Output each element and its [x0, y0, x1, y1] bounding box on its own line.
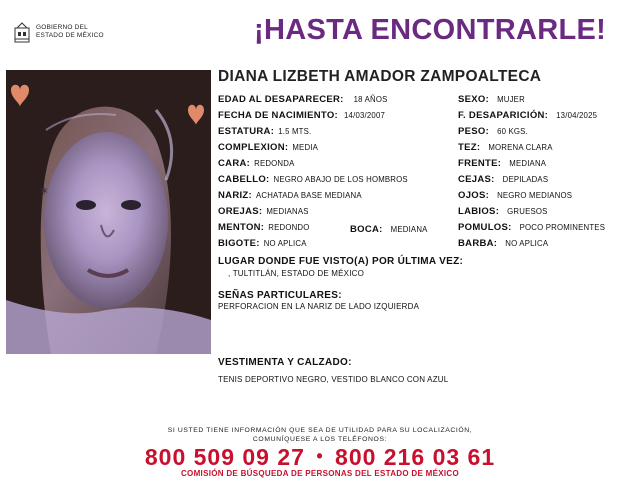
field-bigote: [218, 238, 307, 250]
field-value: DEPILADAS: [502, 175, 549, 184]
field-value: REDONDO: [268, 223, 310, 232]
government-name: [36, 24, 104, 40]
field-cara: [218, 158, 295, 170]
clothing-value: TENIS DEPORTIVO NEGRO, VESTIDO BLANCO CON AZUL: [218, 375, 449, 384]
field-label: MENTON:: [218, 222, 265, 233]
field-value: 1.5 MTS.: [278, 127, 312, 136]
field-boca: [350, 224, 428, 236]
info-line-2: COMUNÍQUESE A LOS TELÉFONOS:: [252, 436, 388, 443]
field-value: MUJER: [497, 95, 525, 104]
field-estatura: [218, 126, 311, 138]
last-seen-title: LUGAR DONDE FUE VISTO(A) POR ÚLTIMA VEZ:: [218, 256, 464, 267]
person-photo: [6, 70, 211, 354]
commission-name: COMISIÓN DE BÚSQUEDA DE PERSONAS DEL ESTADO DE MÉXICO: [180, 469, 459, 478]
government-logo: [12, 22, 122, 48]
field-value: GRUESOS: [507, 207, 548, 216]
info-line-1: SI USTED TIENE INFORMACIÓN QUE SEA DE UTILIDAD PARA SU LOCALIZACIÓN,: [167, 427, 473, 434]
field-value: NEGRO MEDIANOS: [497, 191, 573, 200]
svg-text:✶: ✶: [39, 184, 50, 198]
field-label: OJOS:: [458, 190, 490, 201]
field-label: PESO:: [458, 126, 490, 137]
field-label: BARBA:: [458, 238, 498, 249]
field-label: F. DESAPARICIÓN:: [458, 110, 549, 121]
field-value: POCO PROMINENTES: [519, 223, 606, 232]
field-label: ESTATURA:: [218, 126, 275, 137]
field-cejas: [458, 174, 548, 186]
last-seen-value: , TULTITLÁN, ESTADO DE MÉXICO: [228, 269, 365, 278]
field-value: ACHATADA BASE MEDIANA: [256, 191, 362, 200]
field-label: SEXO:: [458, 94, 490, 105]
banner-title: ¡HASTA ENCONTRARLE!: [254, 14, 607, 46]
field-barba: [458, 238, 548, 250]
gov-line-2: ESTADO DE MÉXICO: [36, 32, 104, 39]
phone-2[interactable]: 800 216 03 61: [335, 444, 496, 470]
field-label: LABIOS:: [458, 206, 500, 217]
field-pomulos: [458, 222, 605, 234]
field-label: FRENTE:: [458, 158, 502, 169]
field-label: CARA:: [218, 158, 251, 169]
field-label: CEJAS:: [458, 174, 495, 185]
field-sexo: [458, 94, 525, 106]
phone-numbers: [0, 444, 640, 471]
person-name: DIANA LIZBETH AMADOR ZAMPOALTECA: [218, 68, 542, 85]
field-label: FECHA DE NACIMIENTO:: [218, 110, 338, 121]
marks-value: PERFORACION EN LA NARIZ DE LADO IZQUIERDA: [218, 302, 420, 311]
field-label: TEZ:: [458, 142, 481, 153]
phone-separator: •: [316, 446, 324, 466]
field-complexion: [218, 142, 318, 154]
field-value: MORENA CLARA: [488, 143, 553, 152]
clothing-title: VESTIMENTA Y CALZADO:: [218, 357, 352, 368]
field-value: NEGRO ABAJO DE LOS HOMBROS: [273, 175, 408, 184]
field-ojos: [458, 190, 572, 202]
field-value: 14/03/2007: [344, 111, 386, 120]
field-value: MEDIANA: [390, 225, 428, 234]
field-label: BIGOTE:: [218, 238, 260, 249]
field-value: 13/04/2025: [556, 111, 598, 120]
marks-title: SEÑAS PARTICULARES:: [218, 290, 342, 301]
field-label: CABELLO:: [218, 174, 270, 185]
field-value: MEDIANA: [509, 159, 547, 168]
field-value: NO APLICA: [505, 239, 549, 248]
field-label: COMPLEXION:: [218, 142, 289, 153]
field-peso: [458, 126, 528, 138]
field-frente: [458, 158, 546, 170]
field-value: MEDIA: [292, 143, 319, 152]
field-orejas: [218, 206, 309, 218]
field-label: POMULOS:: [458, 222, 512, 233]
field-cabello: [218, 174, 408, 186]
field-value: 60 KGS.: [497, 127, 528, 136]
field-value: REDONDA: [254, 159, 295, 168]
field-value: NO APLICA: [263, 239, 307, 248]
field-labios: [458, 206, 548, 218]
gov-line-1: GOBIERNO DEL: [36, 24, 88, 31]
field-fecha-desaparicion: [458, 110, 597, 122]
field-label: NARIZ:: [218, 190, 252, 201]
state-emblem-icon: [12, 22, 32, 44]
field-value: 18 AÑOS: [353, 95, 388, 104]
field-edad: [218, 94, 388, 106]
field-label: OREJAS:: [218, 206, 263, 217]
field-fecha-nacimiento: [218, 110, 385, 122]
photo-image: [6, 70, 211, 354]
field-label: BOCA:: [350, 224, 383, 235]
field-menton: [218, 222, 310, 234]
field-label: EDAD AL DESAPARECER:: [218, 94, 344, 105]
field-value: MEDIANAS: [266, 207, 309, 216]
field-tez: [458, 142, 553, 154]
field-nariz: [218, 190, 362, 202]
phone-1[interactable]: 800 509 09 27: [144, 444, 305, 470]
